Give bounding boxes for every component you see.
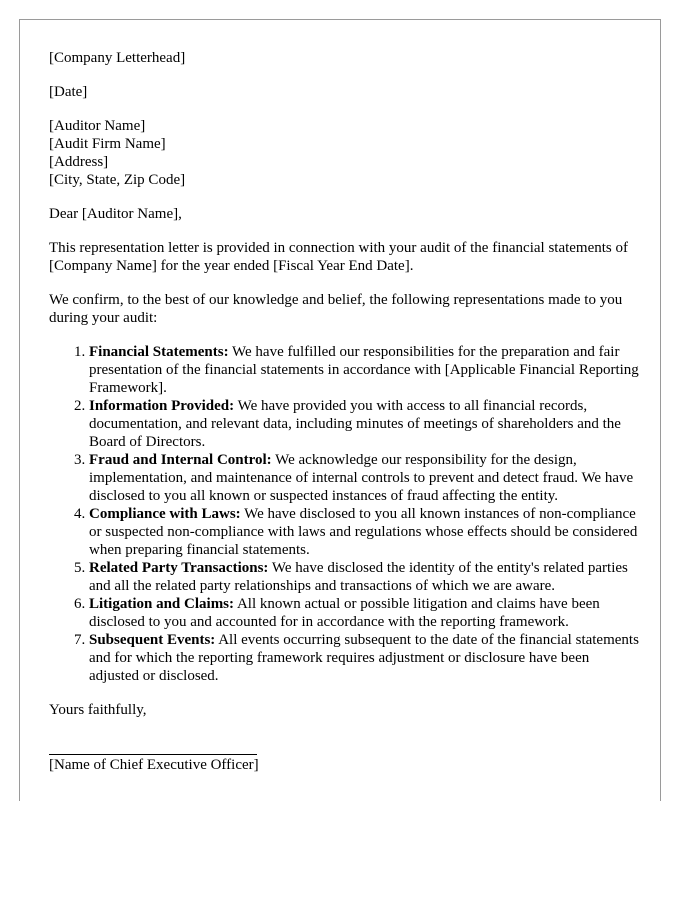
representation-title: Compliance with Laws: xyxy=(89,506,241,522)
representation-text: All known actual or possible litigation and claims have been disclosed to you and accounted for in accordance with the reporting framework. xyxy=(89,596,600,630)
representation-text: We have disclosed to you all known instances of non-compliance or suspected non-compliance with laws and regulations whose effects should be considered when preparing financial statements. xyxy=(89,506,638,558)
recipient-address-block xyxy=(49,117,639,189)
representation-text: We have provided you with access to all financial records, documentation, and relevant data, including minutes of meetings of shareholders and the Board of Directors. xyxy=(89,398,621,450)
list-item xyxy=(89,631,639,685)
representation-title: Related Party Transactions: xyxy=(89,560,269,576)
representation-text: All events occurring subsequent to the date of the financial statements and for which the reporting framework requires adjustment or disclosure have been adjusted or disclosed. xyxy=(89,632,639,684)
recipient-firm: [Audit Firm Name] xyxy=(49,136,166,152)
list-item xyxy=(89,595,639,631)
confirmation-paragraph: We confirm, to the best of our knowledge and belief, the following representations made to you during your audit: xyxy=(49,292,623,326)
recipient-name: [Auditor Name] xyxy=(49,118,146,134)
representation-title: Financial Statements: xyxy=(89,344,229,360)
representation-title: Subsequent Events: xyxy=(89,632,216,648)
recipient-city-state-zip: [City, State, Zip Code] xyxy=(49,172,186,188)
closing: Yours faithfully, xyxy=(49,702,147,718)
intro-paragraph: This representation letter is provided in connection with your audit of the financial statements of [Company Name] for the year ended [Fiscal Year End Date]. xyxy=(49,240,629,274)
representation-title: Litigation and Claims: xyxy=(89,596,235,612)
letter-body xyxy=(49,49,639,774)
list-item xyxy=(89,505,639,559)
letter-date: [Date] xyxy=(49,84,88,100)
recipient-address: [Address] xyxy=(49,154,109,170)
list-item xyxy=(89,343,639,397)
company-letterhead: [Company Letterhead] xyxy=(49,50,186,66)
list-item xyxy=(89,397,639,451)
signature-line xyxy=(49,753,257,755)
salutation: Dear [Auditor Name], xyxy=(49,206,182,222)
representation-text: We have fulfilled our responsibilities for the preparation and fair presentation of the financial statements in accordance with [Applicable Financial Reporting Framework]. xyxy=(89,344,639,396)
letter-page xyxy=(19,19,661,801)
list-item xyxy=(89,559,639,595)
representation-title: Information Provided: xyxy=(89,398,235,414)
signatory-name: [Name of Chief Executive Officer] xyxy=(49,757,259,773)
representation-text: We have disclosed the identity of the entity's related parties and all the related party relationships and transactions of which we are aware. xyxy=(89,560,628,594)
list-item xyxy=(89,451,639,505)
representation-text: We acknowledge our responsibility for the design, implementation, and maintenance of internal controls to prevent and detect fraud. We have disclosed to you all known or suspected instances of fraud affecting the entity. xyxy=(89,452,634,504)
representations-list xyxy=(49,343,639,685)
representation-title: Fraud and Internal Control: xyxy=(89,452,272,468)
